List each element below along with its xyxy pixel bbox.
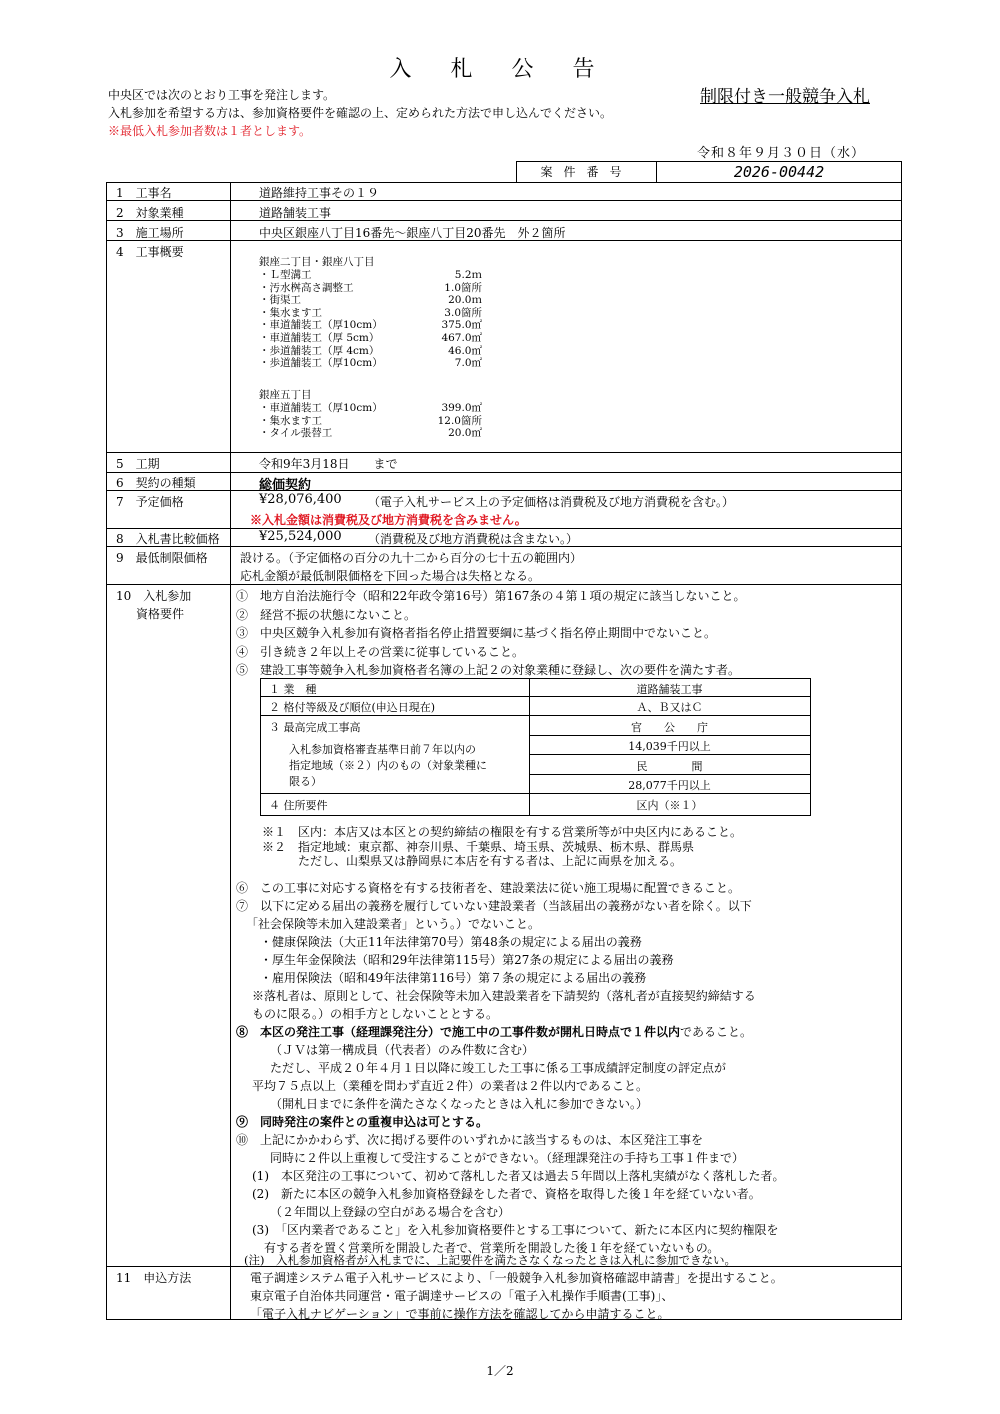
row-label-planned-price: 7 予定価格 — [116, 495, 184, 509]
requirement-9: ⑨ 同時発注の案件との重複申込は可とする。 — [236, 1115, 489, 1129]
overview-item-qty: 375.0㎡ — [441, 319, 482, 332]
requirement-8a-rest: であること。 — [680, 1025, 753, 1039]
requirement-8a-bold: ⑧ 本区の発注工事（経理課発注分）で施工中の工事件数が開札日時点で１件以内 — [236, 1025, 681, 1039]
comparison-price: ¥25,524,000 — [259, 529, 342, 544]
row-divider — [106, 528, 902, 529]
overview-item-name: ・街渠工 — [259, 294, 301, 307]
requirement-5: ⑤ 建設工事等競争入札参加資格者名簿の上記２の対象業種に登録し、次の要件を満たす者。 — [236, 663, 741, 677]
subtable-max-completed-desc-2: 指定地域（※２）内のもの（対象業種に — [289, 759, 487, 772]
intro-line-2: 入札参加を希望する方は、参加資格要件を確認の上、定められた方法で申し込んでください。 — [108, 106, 613, 120]
requirement-10a: ⑩ 上記にかかわらず、次に掲げる要件のいずれかに該当するものは、本区発注工事を — [236, 1133, 704, 1147]
application-line-1: 電子調達システム電子入札サービスにより、「一般競争入札参加資格確認申請書」を提出すること。 — [250, 1271, 783, 1285]
announcement-date: 令和８年９月３０日（水） — [697, 146, 866, 161]
subtable-grade-label: ２ 格付等級及び順位(申込日現在) — [269, 701, 436, 714]
row-divider — [106, 452, 902, 453]
overview-item-qty: 399.0㎡ — [441, 402, 482, 414]
note-2a: ※２ 指定地域：東京都、神奈川県、千葉県、埼玉県、茨城県、栃木県、群馬県 — [262, 840, 695, 854]
subtable-max-completed-desc-3: 限る） — [289, 775, 322, 788]
bid-type-heading: 制限付き一般競争入札 — [700, 87, 870, 107]
planned-price: ¥28,076,400 — [259, 492, 342, 507]
overview-item-qty: 1.0箇所 — [444, 281, 482, 294]
contract-type: 総価契約 — [259, 478, 312, 493]
overview-item-name: ・集水ます工 — [259, 414, 322, 427]
overview-item-qty: 20.0ｍ — [448, 294, 482, 307]
intro-line-1: 中央区では次のとおり工事を発注します。 — [108, 88, 336, 102]
requirement-3: ③ 中央区競争入札参加有資格者指名停止措置要綱に基づく指名停止期間中でないこと。 — [236, 626, 717, 640]
row-label-minimum-price: 9 最低制限価格 — [116, 551, 208, 565]
page-title: 入 札 公 告 — [389, 57, 611, 82]
requirement-1: ① 地方自治法施行令（昭和22年政令第16号）第167条の４第１項の規定に該当しないこと。 — [236, 589, 746, 603]
column-divider — [230, 182, 231, 1320]
requirement-7b: 「社会保険等未加入建設業者」という。）でないこと。 — [246, 917, 541, 931]
subtable-grade-value: Ａ、Ｂ又はＣ — [636, 701, 703, 714]
requirement-10e: （２年間以上登録の空白がある場合を含む） — [270, 1205, 511, 1219]
requirement-10h: (注) 入札参加資格者が入札までに、上記要件を満たさなくなったときは入札に参加できない。 — [244, 1253, 736, 1267]
minimum-price-line-2: 応札金額が最低制限価格を下回った場合は失格となる。 — [240, 569, 541, 583]
overview-item-name: ・歩道舗装工（厚 4cm） — [259, 344, 380, 357]
row-label-comparison-price: 8 入札書比較価格 — [116, 532, 220, 546]
row-label-overview: 4 工事概要 — [116, 245, 184, 259]
application-line-3: 「電子入札ナビゲーション」で事前に操作方法を確認してから申請すること。 — [250, 1307, 670, 1321]
row-divider — [106, 200, 902, 201]
row-divider — [106, 472, 902, 473]
subtable-private-label: 民 間 — [636, 760, 703, 773]
requirement-8a — [236, 1023, 752, 1040]
overview-item-name: ・タイル張替工 — [259, 427, 333, 440]
overview-group-1: 銀座二丁目・銀座八丁目 — [259, 256, 375, 268]
row-divider — [106, 490, 902, 491]
overview-item-name: ・車道舗装工（厚10cm） — [259, 319, 383, 332]
requirement-10g: 有する者を置く営業所を開設した者で、営業所を開設した後１年を経ていないもの。 — [264, 1241, 720, 1255]
requirement-2: ② 経営不振の状態にないこと。 — [236, 608, 417, 622]
row-label-period: 5 工期 — [116, 457, 160, 471]
requirement-7f: ※落札者は、原則として、社会保険等未加入建設業者を下請契約（落札者が直接契約締結する — [252, 989, 756, 1003]
requirement-8e: （開札日までに条件を満たさなくなったときは入札に参加できない。） — [270, 1097, 649, 1111]
overview-item-qty: 3.0箇所 — [444, 306, 482, 319]
requirement-7e: ・雇用保険法（昭和49年法律第116号）第７条の規定による届出の義務 — [260, 971, 647, 985]
subtable-max-completed-label: ３ 最高完成工事高 — [269, 721, 361, 734]
case-number-box — [516, 161, 902, 182]
note-1: ※１ 区内：本店又は本区との契約締結の権限を有する営業所等が中央区内にあること。 — [262, 825, 743, 839]
requirement-7d: ・厚生年金保険法（昭和29年法律第115号）第27条の規定による届出の義務 — [260, 953, 674, 967]
application-line-2: 東京電子自治体共同運営・電子調達サービスの「電子入札操作手順書(工事)」、 — [250, 1289, 674, 1303]
overview-item-qty: 12.0箇所 — [437, 414, 482, 427]
overview-group-2: 銀座五丁目 — [259, 389, 312, 401]
note-2b: ただし、山梨県又は静岡県に本店を有する者は、上記に両県を加える。 — [298, 854, 683, 868]
intro-min-bidders-note: ※最低入札参加者数は１者とします。 — [108, 124, 312, 138]
requirement-7g: ものに限る。）の相手方としないこととする。 — [252, 1007, 499, 1021]
overview-item-qty: 7.0㎡ — [454, 357, 482, 370]
overview-item-qty: 5.2ｍ — [454, 269, 482, 281]
overview-item-qty: 20.0㎡ — [448, 427, 482, 440]
subtable-industry-label: １ 業 種 — [269, 683, 317, 696]
row-divider — [106, 220, 902, 221]
construction-location: 中央区銀座八丁目16番先～銀座八丁目20番先 外２箇所 — [259, 226, 566, 240]
overview-item-name: ・車道舗装工（厚 5cm） — [259, 332, 380, 344]
planned-price-note: （電子入札サービス上の予定価格は消費税及び地方消費税を含む。） — [368, 495, 735, 509]
project-name: 道路維持工事その１９ — [259, 186, 380, 200]
qualification-subtable — [260, 678, 811, 816]
row-divider — [106, 584, 902, 585]
requirement-6: ⑥ この工事に対応する資格を有する技術者を、建設業法に従い施工現場に配置できること。 — [236, 881, 741, 895]
construction-period: 令和9年3月18日 まで — [259, 457, 398, 471]
overview-item-name: ・汚水桝高さ調整工 — [259, 281, 354, 294]
overview-item-name: ・歩道舗装工（厚10cm） — [259, 357, 383, 370]
comparison-price-note: （消費税及び地方消費税は含まない。） — [368, 532, 579, 546]
subtable-industry-value: 道路舗装工事 — [636, 683, 703, 696]
tax-exclusion-note: ※入札金額は消費税及び地方消費税を含みません。 — [250, 513, 527, 527]
requirement-10b: 同時に２件以上重複して受注することができない。（経理課発注の手持ち工事１件まで） — [270, 1151, 745, 1165]
requirement-8d: 平均７５点以上（業種を問わず直近２件）の業者は２件以内であること。 — [252, 1079, 649, 1093]
row-label-qualification: 10 入札参加 — [116, 589, 192, 603]
overview-item-qty: 46.0㎡ — [448, 344, 482, 357]
row-label-application: 11 申込方法 — [116, 1271, 192, 1285]
overview-item-name: ・Ｌ型溝工 — [259, 269, 312, 281]
requirement-8c: ただし、平成２０年４月１日以降に竣工した工事に係る工事成績評定制度の評定点が — [270, 1061, 727, 1075]
requirement-8b: （ＪＶは第一構成員（代表者）のみ件数に含む） — [270, 1043, 535, 1057]
subtable-address-value: 区内（※１） — [636, 799, 703, 812]
requirement-10d: (2) 新たに本区の競争入札参加資格登録をした者で、資格を取得した後１年を経ていない者。 — [252, 1187, 761, 1201]
overview-item-qty: 467.0㎡ — [441, 332, 482, 344]
overview-item-name: ・車道舗装工（厚10cm） — [259, 402, 383, 414]
subtable-address-label: ４ 住所要件 — [269, 799, 328, 812]
requirement-7c: ・健康保険法（大正11年法律第70号）第48条の規定による届出の義務 — [260, 935, 642, 949]
row-label-target-industry: 2 対象業種 — [116, 206, 184, 220]
minimum-price-line-1: 設ける。（予定価格の百分の九十二から百分の七十五の範囲内） — [240, 551, 583, 565]
target-industry: 道路舗装工事 — [259, 206, 332, 220]
subtable-max-completed-desc-1: 入札参加資格審査基準日前７年以内の — [289, 743, 476, 756]
case-number-label: 案件番号 — [517, 162, 657, 182]
row-label-project-name: 1 工事名 — [116, 186, 172, 200]
overview-item-name: ・集水ます工 — [259, 306, 322, 319]
case-number-value: 2026-00442 — [733, 163, 825, 181]
row-label-qualification-2: 資格要件 — [136, 607, 185, 621]
row-label-contract-type: 6 契約の種類 — [116, 476, 196, 490]
requirement-10f: (3) 「区内業者であること」を入札参加資格要件とする工事について、新たに本区内に契約権限を — [252, 1223, 779, 1237]
requirement-10c: (1) 本区発注の工事について、初めて落札した者又は過去５年間以上落札実績がなく落札した者。 — [252, 1169, 785, 1183]
subtable-public-label: 官 公 庁 — [631, 721, 708, 734]
subtable-public-value: 14,039千円以上 — [628, 740, 711, 753]
requirement-4: ④ 引き続き２年以上その営業に従事していること。 — [236, 645, 525, 659]
row-label-location: 3 施工場所 — [116, 226, 184, 240]
subtable-private-value: 28,077千円以上 — [628, 779, 711, 792]
requirement-7a: ⑦ 以下に定める届出の義務を履行していない建設業者（当該届出の義務がない者を除く。以下 — [236, 899, 752, 913]
page-number: 1／2 — [486, 1364, 514, 1378]
